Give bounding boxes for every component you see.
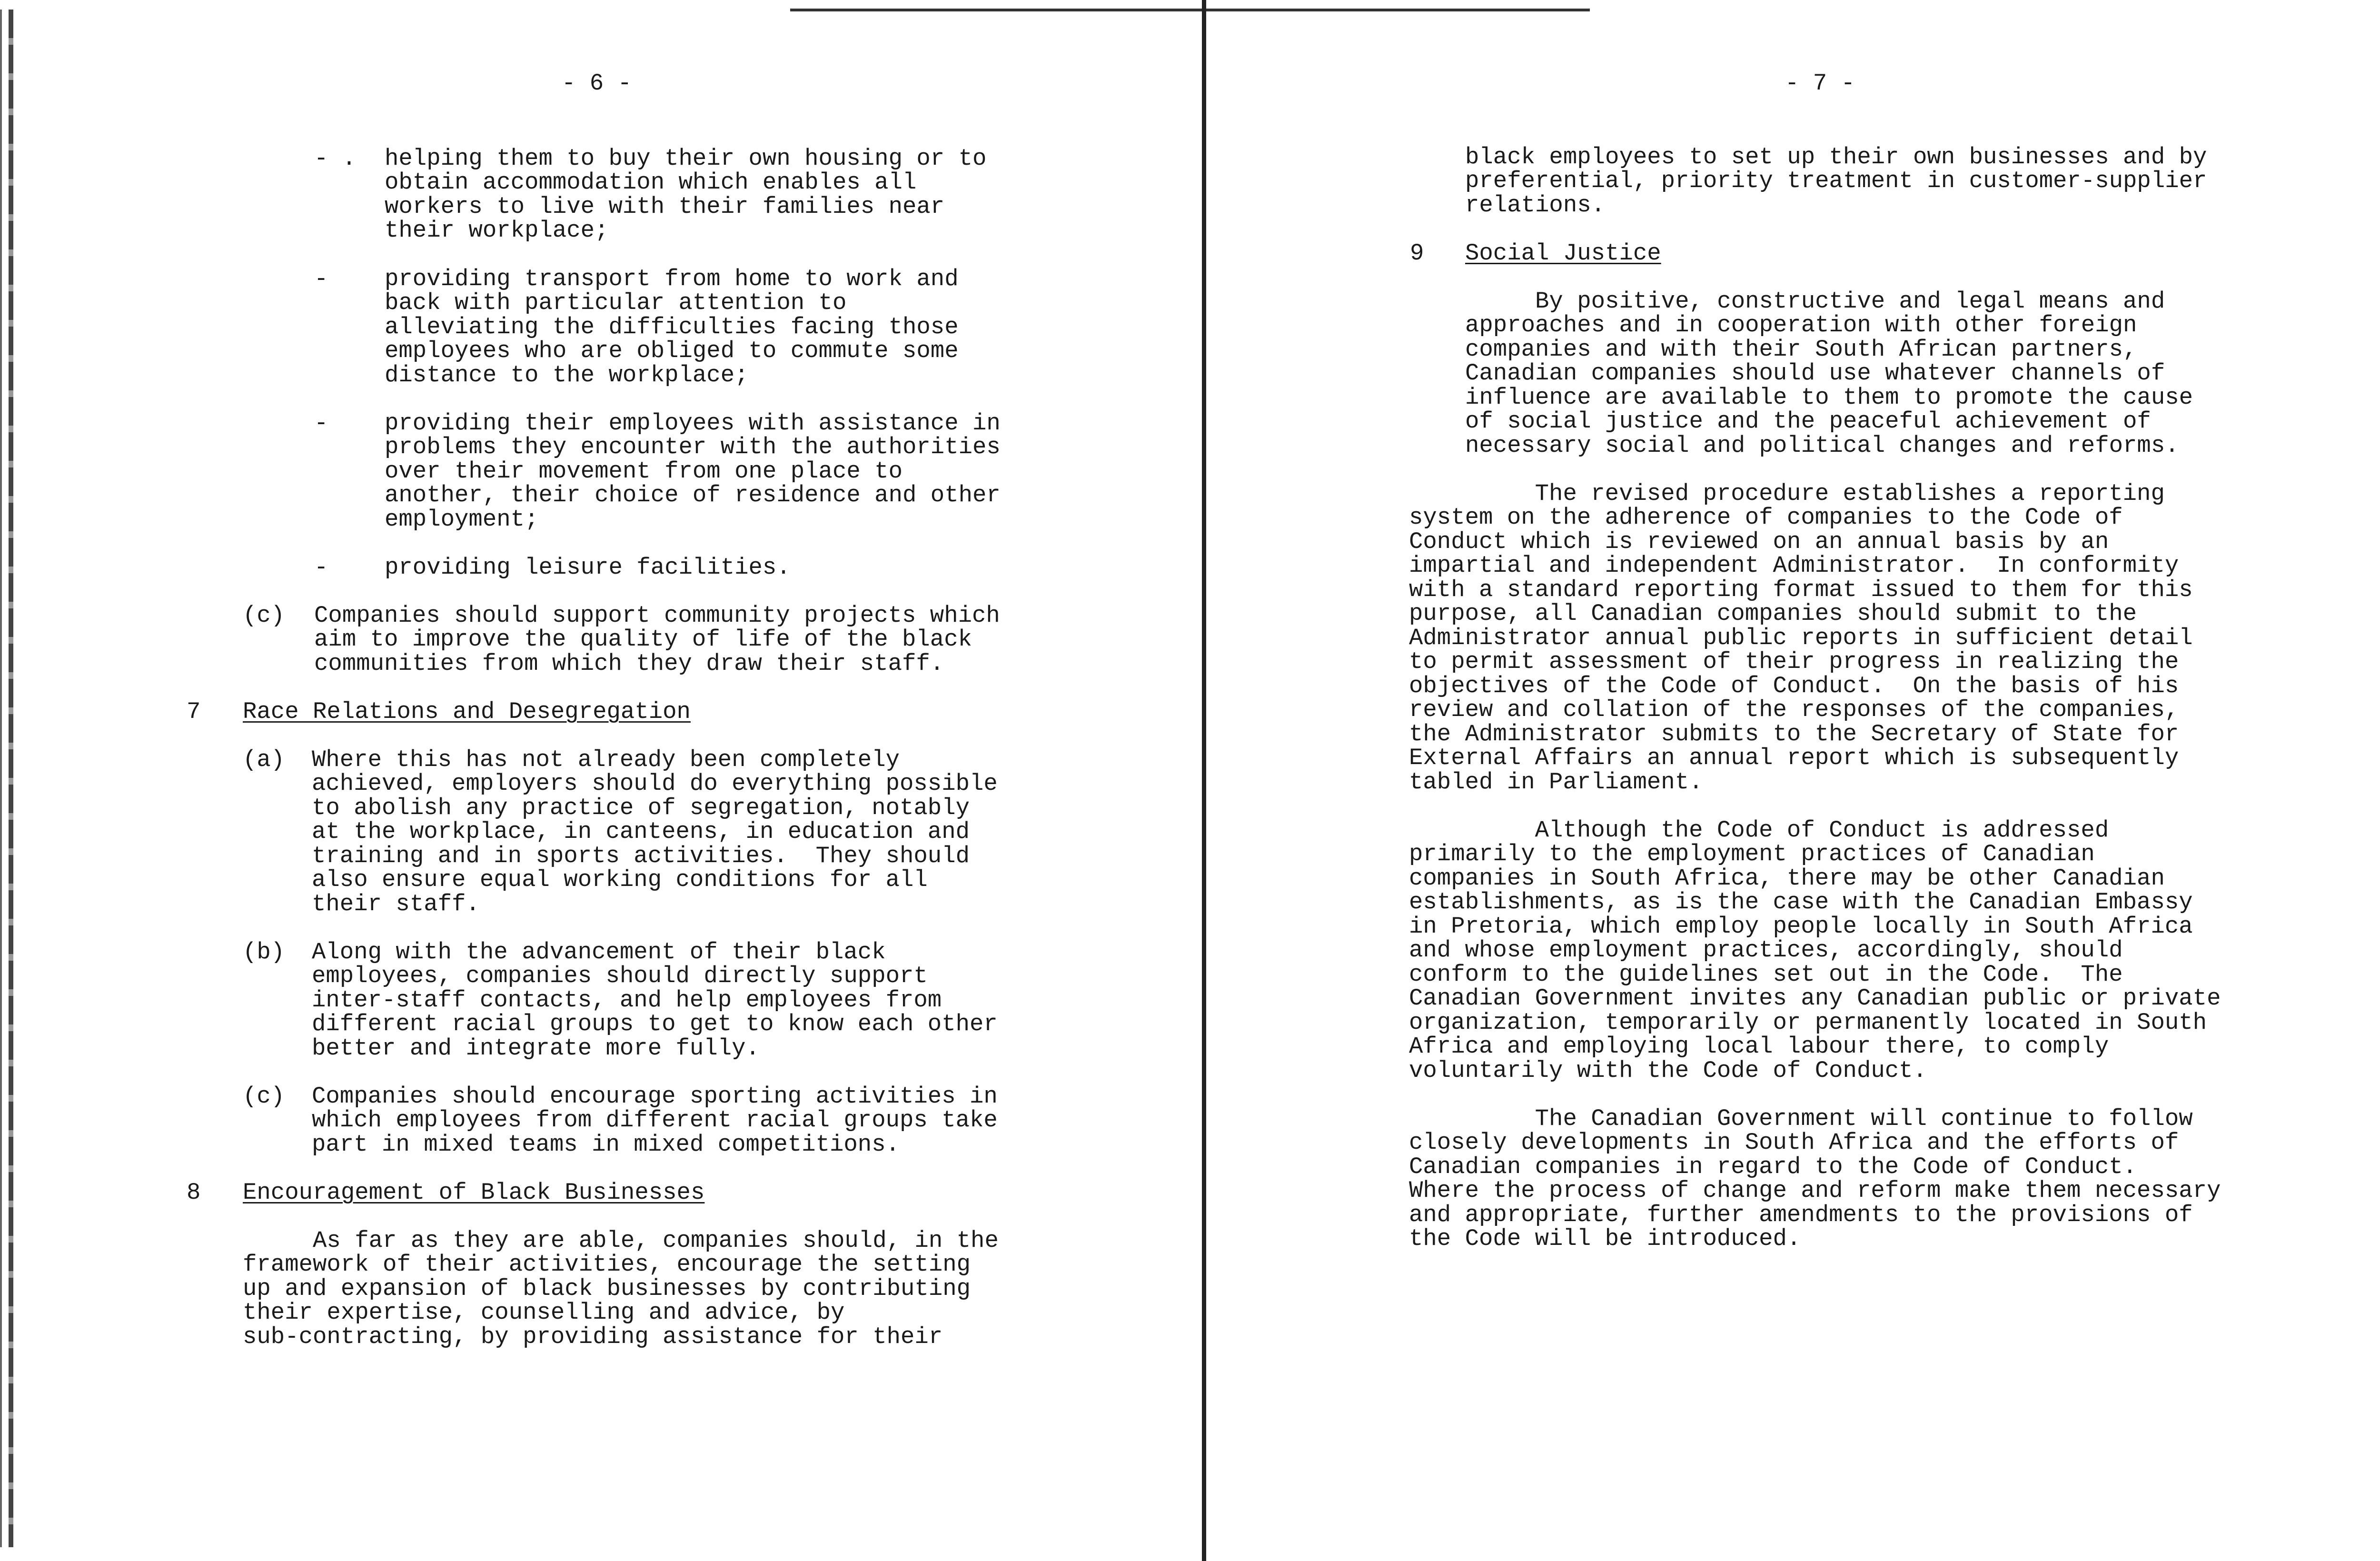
page-number: - 6 - bbox=[562, 70, 632, 97]
body-line: Africa and employing local labour there, to comply bbox=[1409, 1033, 2109, 1060]
bullet-line: employees who are obliged to commute some bbox=[385, 338, 959, 364]
body-line: By positive, constructive and legal means and bbox=[1465, 288, 2165, 315]
bullet-line: alleviating the difficulties facing those bbox=[385, 314, 959, 340]
body-line: establishments, as is the case with the Canadian Embassy bbox=[1409, 889, 2193, 915]
item-line: Where this has not already been completely bbox=[312, 746, 900, 773]
section-number: 7 bbox=[187, 698, 201, 725]
body-line: primarily to the employment practices of Canadian bbox=[1409, 841, 2095, 867]
bullet-dash: - bbox=[314, 554, 328, 581]
body-line: The revised procedure establishes a reporting bbox=[1409, 480, 2165, 507]
body-line: influence are available to them to promote the cause bbox=[1465, 384, 2193, 411]
bullet-dash: - bbox=[314, 410, 328, 437]
body-line: review and collation of the responses of the companies, bbox=[1409, 696, 2179, 723]
item-line: different racial groups to get to know each other bbox=[312, 1011, 998, 1037]
item-line: inter-staff contacts, and help employees from bbox=[312, 987, 942, 1014]
body-line: black employees to set up their own businesses and by bbox=[1465, 144, 2207, 170]
body-line: Canadian companies should use whatever channels of bbox=[1465, 360, 2165, 387]
bullet-dash: - . bbox=[314, 145, 357, 172]
section-heading: Encouragement of Black Businesses bbox=[243, 1179, 705, 1206]
bullet-line: problems they encounter with the authorities bbox=[385, 434, 1001, 460]
item-line: training and in sports activities. They should bbox=[312, 843, 970, 869]
body-line: preferential, priority treatment in customer-supplier bbox=[1465, 168, 2207, 194]
bullet-line: back with particular attention to bbox=[385, 289, 847, 316]
body-line: voluntarily with the Code of Conduct. bbox=[1409, 1057, 1927, 1084]
body-line: objectives of the Code of Conduct. On the basis of his bbox=[1409, 673, 2179, 699]
bullet-line: providing leisure facilities. bbox=[385, 554, 791, 581]
body-line: and whose employment practices, accordingly, should bbox=[1409, 937, 2123, 964]
body-line: in Pretoria, which employ people locally in South Africa bbox=[1409, 913, 2193, 940]
section-heading: Race Relations and Desegregation bbox=[243, 698, 691, 725]
body-line: the Code will be introduced. bbox=[1409, 1225, 1801, 1252]
item-line: communities from which they draw their staff. bbox=[314, 650, 944, 677]
bullet-dash: - bbox=[314, 266, 328, 292]
body-line: necessary social and political changes and reforms. bbox=[1465, 432, 2179, 459]
body-line: their expertise, counselling and advice, by bbox=[243, 1299, 845, 1326]
item-line: aim to improve the quality of life of the black bbox=[314, 626, 972, 653]
body-line: of social justice and the peaceful achievement of bbox=[1465, 408, 2151, 435]
bullet-line: their workplace; bbox=[385, 217, 609, 244]
body-line: Conduct which is reviewed on an annual basis by an bbox=[1409, 528, 2109, 555]
body-line: framework of their activities, encourage the setting bbox=[243, 1251, 971, 1278]
body-line: and appropriate, further amendments to the provisions of bbox=[1409, 1202, 2193, 1228]
page-number: - 7 - bbox=[1785, 70, 1855, 97]
item-line: their staff. bbox=[312, 891, 480, 917]
body-line: Canadian companies in regard to the Code of Conduct. bbox=[1409, 1153, 2137, 1180]
bullet-line: providing their employees with assistance in bbox=[385, 410, 1001, 437]
item-line: achieved, employers should do everything possible bbox=[312, 770, 998, 797]
body-line: conform to the guidelines set out in the Code. The bbox=[1409, 961, 2123, 988]
item-label: (a) bbox=[243, 746, 285, 773]
bullet-line: providing transport from home to work and bbox=[385, 266, 959, 292]
bullet-line: another, their choice of residence and other bbox=[385, 482, 1001, 508]
item-line: which employees from different racial groups take bbox=[312, 1107, 998, 1133]
bullet-line: obtain accommodation which enables all bbox=[385, 169, 917, 196]
item-label: (b) bbox=[243, 939, 285, 965]
body-line: system on the adherence of companies to the Code of bbox=[1409, 504, 2123, 531]
item-line: also ensure equal working conditions for all bbox=[312, 866, 928, 893]
body-line: Although the Code of Conduct is addressed bbox=[1409, 817, 2109, 844]
section-number: 9 bbox=[1410, 240, 1424, 267]
body-line: Where the process of change and reform make them necessary bbox=[1409, 1177, 2221, 1204]
body-line: with a standard reporting format issued to them for this bbox=[1409, 577, 2193, 603]
body-line: impartial and independent Administrator. In conformity bbox=[1409, 552, 2179, 579]
body-line: Administrator annual public reports in sufficient detail bbox=[1409, 625, 2193, 651]
body-line: companies and with their South African partners, bbox=[1465, 336, 2137, 363]
item-line: Companies should encourage sporting activities in bbox=[312, 1083, 998, 1110]
bullet-line: over their movement from one place to bbox=[385, 458, 902, 485]
body-line: purpose, all Canadian companies should submit to the bbox=[1409, 600, 2137, 627]
bullet-line: distance to the workplace; bbox=[385, 362, 749, 388]
section-number: 8 bbox=[187, 1179, 201, 1206]
item-line: better and integrate more fully. bbox=[312, 1035, 760, 1062]
item-label: (c) bbox=[243, 602, 285, 629]
body-line: The Canadian Government will continue to follow bbox=[1409, 1105, 2193, 1132]
body-line: Canadian Government invites any Canadian public or private bbox=[1409, 985, 2221, 1012]
right-page bbox=[1204, 0, 2380, 1561]
body-line: to permit assessment of their progress in realizing the bbox=[1409, 648, 2179, 675]
body-line: organization, temporarily or permanently located in South bbox=[1409, 1009, 2207, 1036]
body-line: External Affairs an annual report which is subsequently bbox=[1409, 745, 2179, 771]
bullet-line: workers to live with their families near bbox=[385, 193, 945, 220]
body-line: approaches and in cooperation with other foreign bbox=[1465, 312, 2137, 338]
body-line: up and expansion of black businesses by contributing bbox=[243, 1275, 971, 1302]
body-line: As far as they are able, companies should, in the bbox=[243, 1227, 999, 1254]
item-line: part in mixed teams in mixed competitions. bbox=[312, 1131, 900, 1158]
body-line: sub-contracting, by providing assistance for their bbox=[243, 1323, 943, 1350]
body-line: closely developments in South Africa and the efforts of bbox=[1409, 1129, 2179, 1156]
item-line: employees, companies should directly support bbox=[312, 963, 928, 989]
item-line: Along with the advancement of their black bbox=[312, 939, 886, 965]
section-heading: Social Justice bbox=[1465, 240, 1661, 267]
bullet-line: helping them to buy their own housing or to bbox=[385, 145, 987, 172]
bullet-line: employment; bbox=[385, 506, 539, 533]
body-line: tabled in Parliament. bbox=[1409, 769, 1703, 795]
body-line: the Administrator submits to the Secretary of State for bbox=[1409, 721, 2179, 747]
item-line: Companies should support community projects which bbox=[314, 602, 1000, 629]
body-line: relations. bbox=[1465, 192, 1606, 219]
item-label: (c) bbox=[243, 1083, 285, 1110]
item-line: at the workplace, in canteens, in education and bbox=[312, 818, 970, 845]
body-line: companies in South Africa, there may be other Canadian bbox=[1409, 865, 2165, 892]
item-line: to abolish any practice of segregation, notably bbox=[312, 795, 970, 821]
